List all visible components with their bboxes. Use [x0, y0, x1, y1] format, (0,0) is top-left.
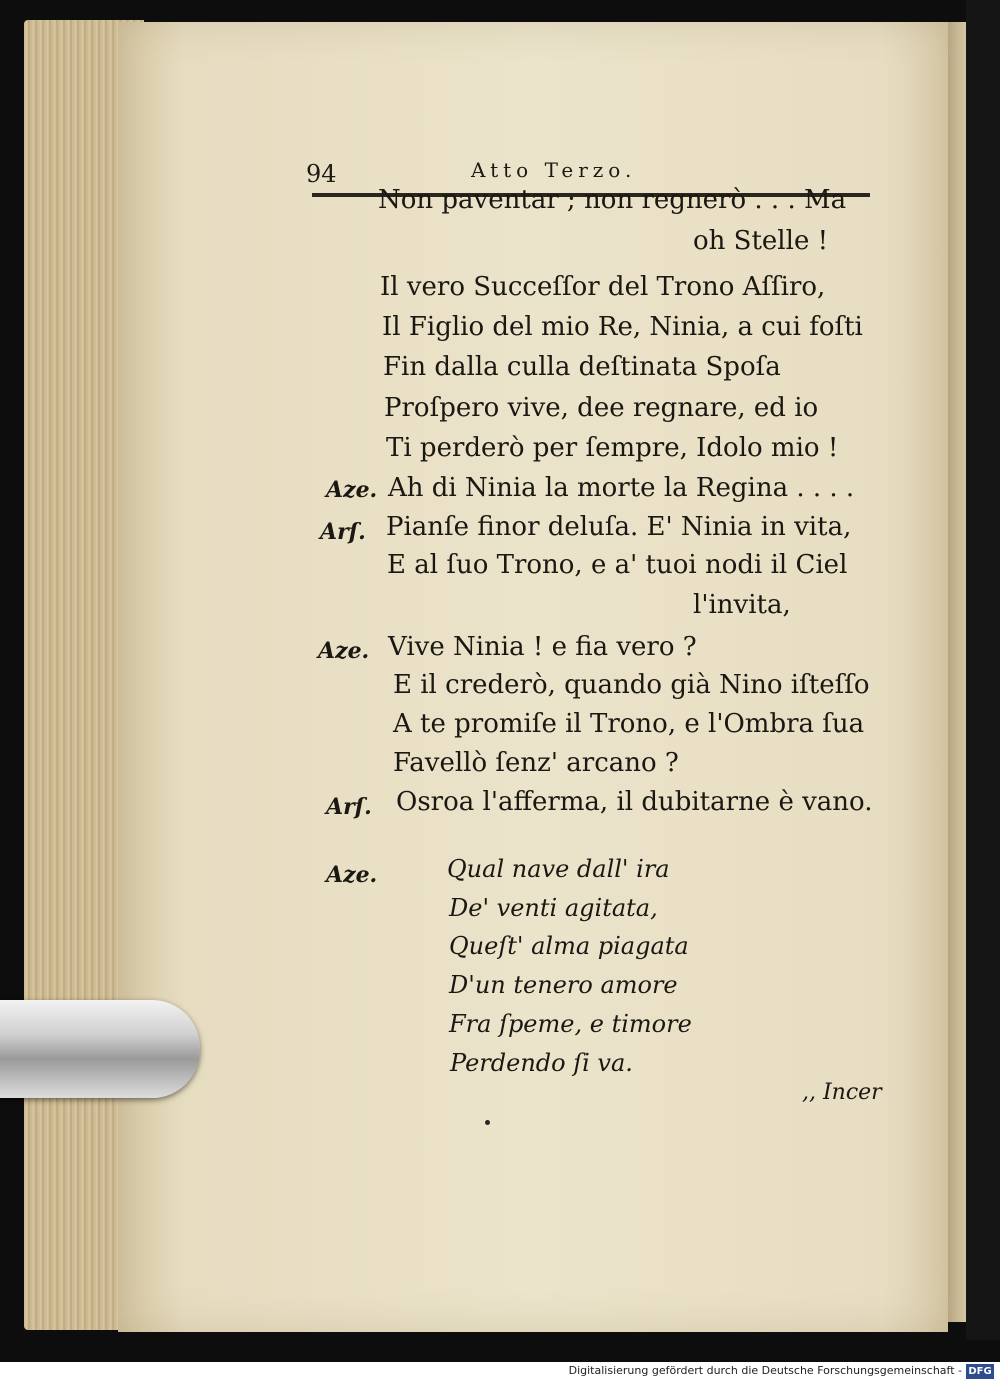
- text-line: E al ſuo Trono, e a' tuoi nodi il Ciel: [387, 550, 848, 580]
- catchword: ,, Incer: [802, 1080, 882, 1105]
- aria-line: Perdendo ſi va.: [450, 1049, 633, 1077]
- facing-page-edge: [948, 22, 968, 1322]
- speaker-label: Aze.: [326, 477, 378, 503]
- speaker-label: Aze.: [318, 638, 370, 664]
- dfg-logo-icon: DFG: [966, 1364, 994, 1379]
- aria-line: De' venti agitata,: [449, 894, 658, 922]
- text-line: Favellò ſenz' arcano ?: [393, 748, 679, 778]
- speaker-label: Arſ.: [320, 519, 366, 545]
- text-line: Non paventar ; non regnerò . . . Ma: [378, 185, 847, 215]
- text-line: Ti perderò per ſempre, Idolo mio !: [386, 433, 839, 463]
- aria-line: D'un tenero amore: [449, 971, 678, 999]
- scan-background: [966, 0, 1000, 1340]
- aria-line: Qual nave dall' ira: [447, 855, 670, 883]
- ink-speck: [485, 1120, 490, 1125]
- speaker-label: Aze.: [326, 862, 378, 888]
- text-line: Ah di Ninia la morte la Regina . . . .: [388, 473, 855, 503]
- text-line: l'invita,: [693, 590, 791, 620]
- speaker-label: Arſ.: [326, 794, 372, 820]
- text-line: A te promiſe il Trono, e l'Ombra ſua: [393, 709, 865, 739]
- page-header: [306, 158, 871, 188]
- text-line: Il vero Succeſſor del Trono Aſſiro,: [380, 272, 826, 302]
- text-line: Pianſe finor deluſa. E' Ninia in vita,: [386, 512, 852, 542]
- text-line: E il crederò, quando già Nino iſteſſo: [393, 670, 870, 700]
- text-line: Proſpero vive, dee regnare, ed io: [384, 393, 819, 423]
- text-line: Osroa l'afferma, il dubitarne è vano.: [396, 787, 873, 817]
- text-line: Fin dalla culla deſtinata Spoſa: [383, 352, 781, 382]
- aria-line: Fra ſpeme, e timore: [449, 1010, 692, 1038]
- page-number: 94: [306, 160, 337, 188]
- running-head: Atto Terzo.: [471, 158, 637, 182]
- text-line: Vive Ninia ! e fia vero ?: [388, 632, 697, 662]
- page-holder-clip: [0, 1000, 200, 1098]
- footer-bar: [0, 1362, 1000, 1383]
- text-line: Il Figlio del mio Re, Ninia, a cui foſti: [382, 312, 863, 342]
- footer-credit: Digitalisierung gefördert durch die Deutsche Forschungsgemeinschaft -: [568, 1364, 962, 1377]
- aria-line: Queſt' alma piagata: [449, 932, 689, 960]
- text-line: oh Stelle !: [693, 226, 829, 256]
